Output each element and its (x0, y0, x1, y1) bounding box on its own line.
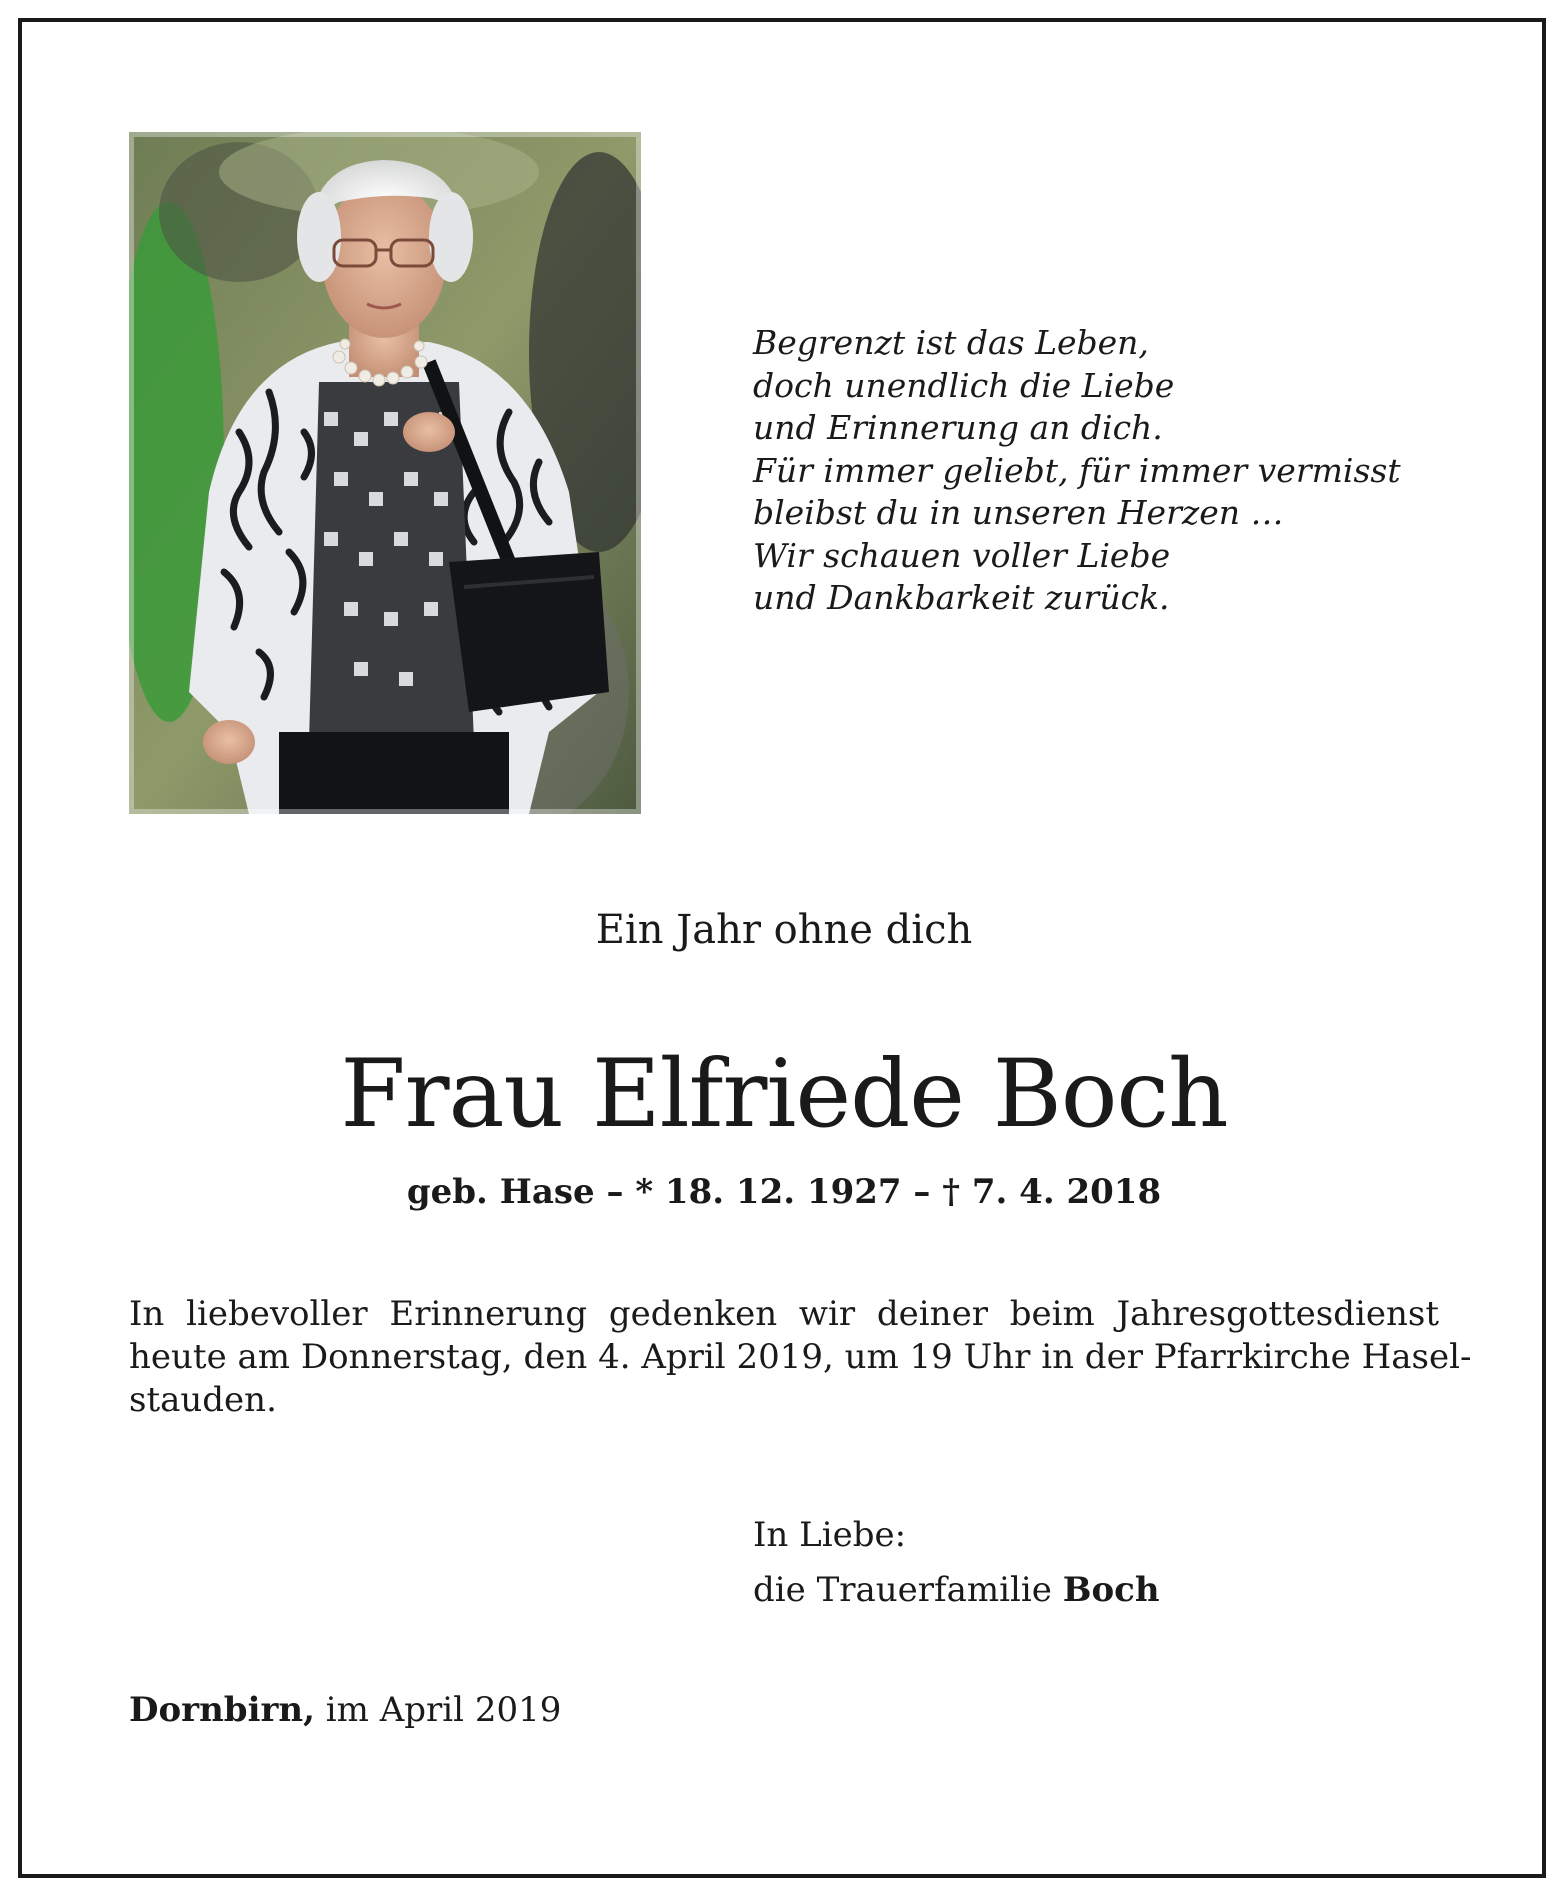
family-name: Boch (1062, 1570, 1160, 1610)
place-date-text: im April 2019 (325, 1690, 562, 1730)
announcement-line: In liebevoller Erinnerung gedenken wir deiner beim Jahresgottesdienst (129, 1294, 1439, 1334)
intro-heading: Ein Jahr ohne dich (595, 907, 973, 953)
poem-line: und Erinnerung an dich. (753, 408, 1163, 447)
poem-line: bleibst du in unseren Herzen … (753, 493, 1284, 532)
poem-line: Wir schauen voller Liebe (753, 535, 1171, 575)
poem-line: Für immer geliebt, für immer vermisst (753, 450, 1401, 490)
memorial-poem (753, 322, 1433, 620)
closing-greeting: In Liebe: (753, 1515, 907, 1555)
family-prefix: die Trauerfamilie (753, 1570, 1052, 1610)
closing-family (753, 1563, 1160, 1618)
place-date (129, 1688, 561, 1732)
announcement-line: heute am Donnerstag, den 4. April 2019, um 19 Uhr in der Pfarrkirche Hasel- (129, 1337, 1472, 1377)
deceased-name: Frau Elfriede Boch (340, 1040, 1228, 1149)
place-city: Dornbirn, (129, 1690, 315, 1730)
announcement-line: stauden. (129, 1380, 277, 1420)
memorial-announcement (129, 1293, 1472, 1422)
poem-line: doch unendlich die Liebe (753, 365, 1175, 405)
birth-death-dates: geb. Hase – * 18. 12. 1927 – † 7. 4. 2018 (406, 1172, 1162, 1212)
portrait-photo (129, 132, 641, 814)
poem-line: Begrenzt ist das Leben, (753, 323, 1149, 362)
closing-signature (753, 1508, 1160, 1618)
poem-line: und Dankbarkeit zurück. (753, 578, 1170, 617)
